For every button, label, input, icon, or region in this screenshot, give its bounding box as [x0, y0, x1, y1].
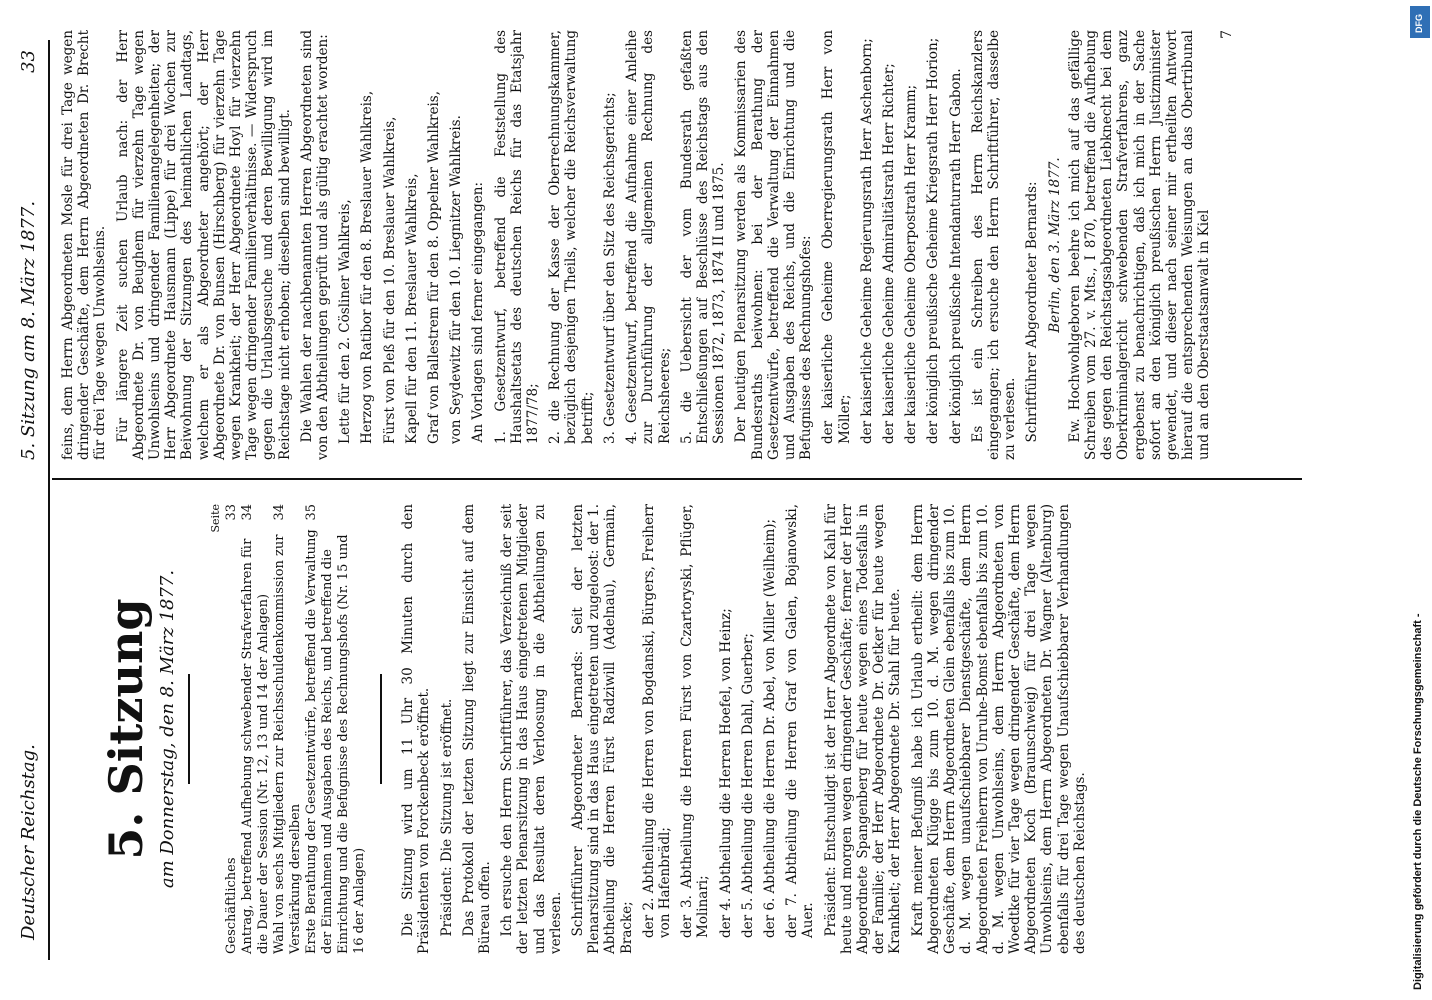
toc-row: Erste Berathung der Gesetzentwürfe, betreffend die Verwaltung der Einnahmen und Ausgaben des Reichs, und betreffend die Einrichtung und die Befugnisse des Rechnungshofs (Nr. 15 und 16 der Anlagen) 35 — [304, 504, 368, 954]
commissioner-item: der königlich preußische Geheime Kriegsrath Herr Horion; — [925, 37, 942, 444]
toc-rule — [380, 674, 382, 784]
paragraph: Präsident: Entschuldigt ist der Herr Abgeordnete von Kahl für heute und morgen wegen dringender Geschäfte; ferner der Herr Abgeordnete Spangenberg für heute wegen eines Todesfalls in der Familie; der Herr Abgeordnete Dr. Oetker für heute wegen Krankheit; der Herr Abgeordnete Dr. Stahl für heute. — [822, 504, 904, 954]
sheet-mark: 7 — [1218, 30, 1235, 39]
page-number: 33 — [18, 50, 39, 73]
election-item: Herzog von Ratibor für den 8. Breslauer Wahlkreis, — [359, 90, 376, 444]
paragraph: der 7. Abtheilung die Herren Graf von Galen, Bojanowski, Auer. — [784, 504, 817, 938]
header-session: 5. Sitzung am 8. März 1877. — [18, 200, 39, 460]
commissioner-item: der königlich preußische Intendanturrath Herr Gabon. — [947, 68, 964, 444]
paragraph: Für längere Zeit suchen Urlaub nach: der Herr Abgeordnete Dr. von Beughem für vierzehn Tage wegen Unwohlseins und dringender Familienangelegenheiten; der Herr Abgeordnete Hausmann (Lippe) für drei Wochen zur Beiwohnung der Sitzungen des heimathlichen Landtags, welchem er als Abgeordneter angehört; der Herr Abgeordnete Dr. von Bunsen (Hirschberg) für vierzehn Tage wegen Krankheit; der Herr Abgeordnete Hoyl für vierzehn Tage wegen dringender Familienverhältnisse. — Widerspruch gegen die Urlaubsgesuche und deren Bewilligung wird im Reichstage nicht erhoben; dieselben sind bewilligt. — [114, 30, 293, 460]
letter-intro: Es ist ein Schreiben des Herrn Reichskanzlers eingegangen; ich ersuche den Herrn Schriftführer, dasselbe zu verlesen. — [969, 30, 1019, 460]
table-of-contents — [208, 504, 368, 954]
toc-row: Antrag, betreffend Aufhebung schwebender Strafverfahren für die Dauer der Session (Nr. 12, 13 und 14 der Anlagen) 34 — [240, 504, 272, 954]
dfg-logo — [1410, 6, 1430, 38]
paragraph: der 5. Abtheilung die Herren Dahl, Guerber; — [739, 633, 756, 938]
running-header — [12, 40, 50, 960]
paragraph: feins, dem Herrn Abgeordneten Mosle für drei Tage wegen dringender Geschäfte, dem Herrn Abgeordneten Dr. Brecht für drei Tage wegen Unwohlseins. — [60, 30, 109, 460]
paragraph: Die Wahlen der nachbenannten Herren Abgeordneten sind von den Abtheilungen geprüft und als gültig erachtet worden: — [298, 30, 332, 460]
proposal-item: 2. die Rechnung der Kasse der Oberrechnungskammer, bezüglich desjenigen Theils, welcher die Reichsverwaltung betrifft; — [547, 30, 596, 444]
paragraph: der 3. Abtheilung die Herren Fürst von Czartoryski, Pflüger, Molinari; — [679, 504, 712, 938]
letter-speaker: Schriftführer Abgeordneter Bernards: — [1024, 181, 1041, 443]
paragraph: Präsident: Die Sitzung ist eröffnet. — [438, 698, 455, 937]
digitization-credit: Digitalisierung gefördert durch die Deutsche Forschungsgemeinschaft - — [1412, 613, 1424, 990]
column-divider — [52, 478, 1302, 480]
session-date: am Donnerstag, den 8. März 1877. — [157, 569, 178, 889]
right-column — [60, 30, 1235, 460]
paragraph: Kraft meiner Befugniß habe ich Urlaub ertheilt: dem Herrn Abgeordneten Klügge bis zum 10. d. M. wegen dringender Geschäfte, dem Herrn Abgeordneten Glein ebenfalls bis zum 10. d. M. wegen unaufschiebbarer Dienstgeschäfte, dem Herrn Abgeordneten Freiherrn von Unruhe-Bomst ebenfalls bis zum 10. d. M. wegen Unwohlseins, dem Herrn Abgeordneten von Woedtke für vier Tage wegen dringender Geschäfte, dem Herrn Abgeordneten Koch (Braunschweig) für drei Tage wegen Unwohlseins, dem Herrn Abgeordneten Dr. Wagner (Altenburg) ebenfalls für drei Tage wegen Unaufschiebbarer Verhandlungen des deutschen Reichstags. — [909, 504, 1088, 954]
election-item: Graf von Ballestrem für den 8. Oppelner Wahlkreis, — [426, 90, 443, 444]
commissioner-item: der kaiserliche Geheime Regierungsrath Herr Aschenborn; — [858, 38, 875, 444]
paragraph: der 4. Abtheilung die Herren Hoefel, von Heinz; — [717, 608, 734, 938]
paragraph: Ich ersuche den Herrn Schriftführer, das Verzeichniß der seit der letzten Plenarsitzung in das Haus eingetretenen Mitglieder und das Resultat deren Verloosung in die Abtheilungen zu verlesen. — [499, 504, 564, 954]
toc-row: Wahl von sechs Mitgliedern zur Reichsschuldenkommission zur Verstärkung derselben 34 — [272, 504, 304, 954]
proposals-intro: An Vorlagen sind ferner eingegangen: — [470, 182, 487, 443]
election-item: Kapell für den 11. Breslauer Wahlkreis, — [403, 173, 420, 444]
toc-page-label: Seite — [209, 504, 223, 533]
paragraph: der 6. Abtheilung die Herren Dr. Abel, von Miller (Weilheim); — [762, 518, 779, 938]
commissioner-item: der kaiserliche Geheime Oberregierungsrath Herr von Möller; — [820, 30, 853, 444]
election-item: Fürst von Pleß für den 10. Breslauer Wahlkreis, — [381, 116, 398, 444]
paragraph: Die Sitzung wird um 11 Uhr 30 Minuten durch den Präsidenten von Forckenbeck eröffnet. — [400, 504, 433, 954]
title-rule — [188, 674, 190, 784]
header-publication: Deutscher Reichstag. — [18, 744, 39, 940]
election-item: Lette für den 2. Cösliner Wahlkreis, — [337, 199, 354, 444]
session-title: 5. Sitzung — [99, 598, 153, 860]
left-column — [60, 504, 1094, 954]
proposal-item: 1. Gesetzentwurf, betreffend die Feststellung des Haushaltsetats des deutschen Reichs für das Etatsjahr 1877/78; — [492, 30, 542, 444]
commissioner-item: der kaiserliche Geheime Oberpostrath Herr Kramm; — [903, 84, 920, 444]
proposal-item: 4. Gesetzentwurf, betreffend die Aufnahme einer Anleihe zur Durchführung der allgemeinen Rechnung des Reichsheeres; — [624, 30, 673, 444]
letter-place-date: Berlin, den 3. März 1877. — [1046, 157, 1063, 333]
letter-body: Ew. Hochwohlgeboren beehre ich mich auf das gefällige Schreiben vom 27. v. Mts., I 870, betreffend die Aufhebung des gegen den Reichstagsabgeordneten Liebknecht bei dem Oberkriminalgericht schwebenden Strafverfahrens, ganz ergebenst zu benachrichtigen, daß ich mich in der Sache sofort an den königlich preußischen Herrn Justizminister gewendet, und dieser nach seiner mir ertheilten Antwort hierauf die entsprechenden Weisungen an das Obertribunal und an den Oberstaatsanwalt in Kiel — [1066, 30, 1213, 460]
paragraph: Das Protokoll der letzten Sitzung liegt zur Einsicht auf dem Büreau offen. — [460, 504, 494, 954]
digitization-credit-strip — [1408, 0, 1432, 1000]
toc-row: Geschäftliches 33 — [224, 504, 240, 954]
commissioners-intro: Der heutigen Plenarsitzung werden als Kommissarien des Bundesraths beiwohnen: bei der Berathung der Gesetzentwürfe, betreffend die Verwaltung der Einnahmen und Ausgaben des Reichs, und die Einrichtung und die Befugnisse des Rechnungshofes: — [733, 30, 815, 460]
paragraph: der 2. Abtheilung die Herren von Bogdanski, Bürgers, Freiherr von Hafenbrädl; — [640, 504, 674, 938]
proposal-item: 3. Gesetzentwurf über den Sitz des Reichsgerichts; — [601, 92, 618, 444]
paragraph: Schriftführer Abgeordneter Bernards: Seit der letzten Plenarsitzung sind in das Haus eingetreten und zugeloost: der 1. Abtheilung die Herren Fürst Radziwill (Adelnau), Germain, Bracke; — [570, 504, 635, 954]
dfg-logo-text: DFG — [1414, 14, 1424, 33]
commissioner-item: der kaiserliche Geheime Admiralitätsrath Herr Richter; — [880, 63, 897, 444]
election-item: von Seydewitz für den 10. Liegnitzer Wahlkreis. — [448, 115, 465, 444]
proposal-item: 5. die Uebersicht der vom Bundesrath gefaßten Entschließungen auf Beschlüsse des Reichstags aus den Sessionen 1872, 1873, 1874 II und 1875. — [678, 30, 728, 444]
